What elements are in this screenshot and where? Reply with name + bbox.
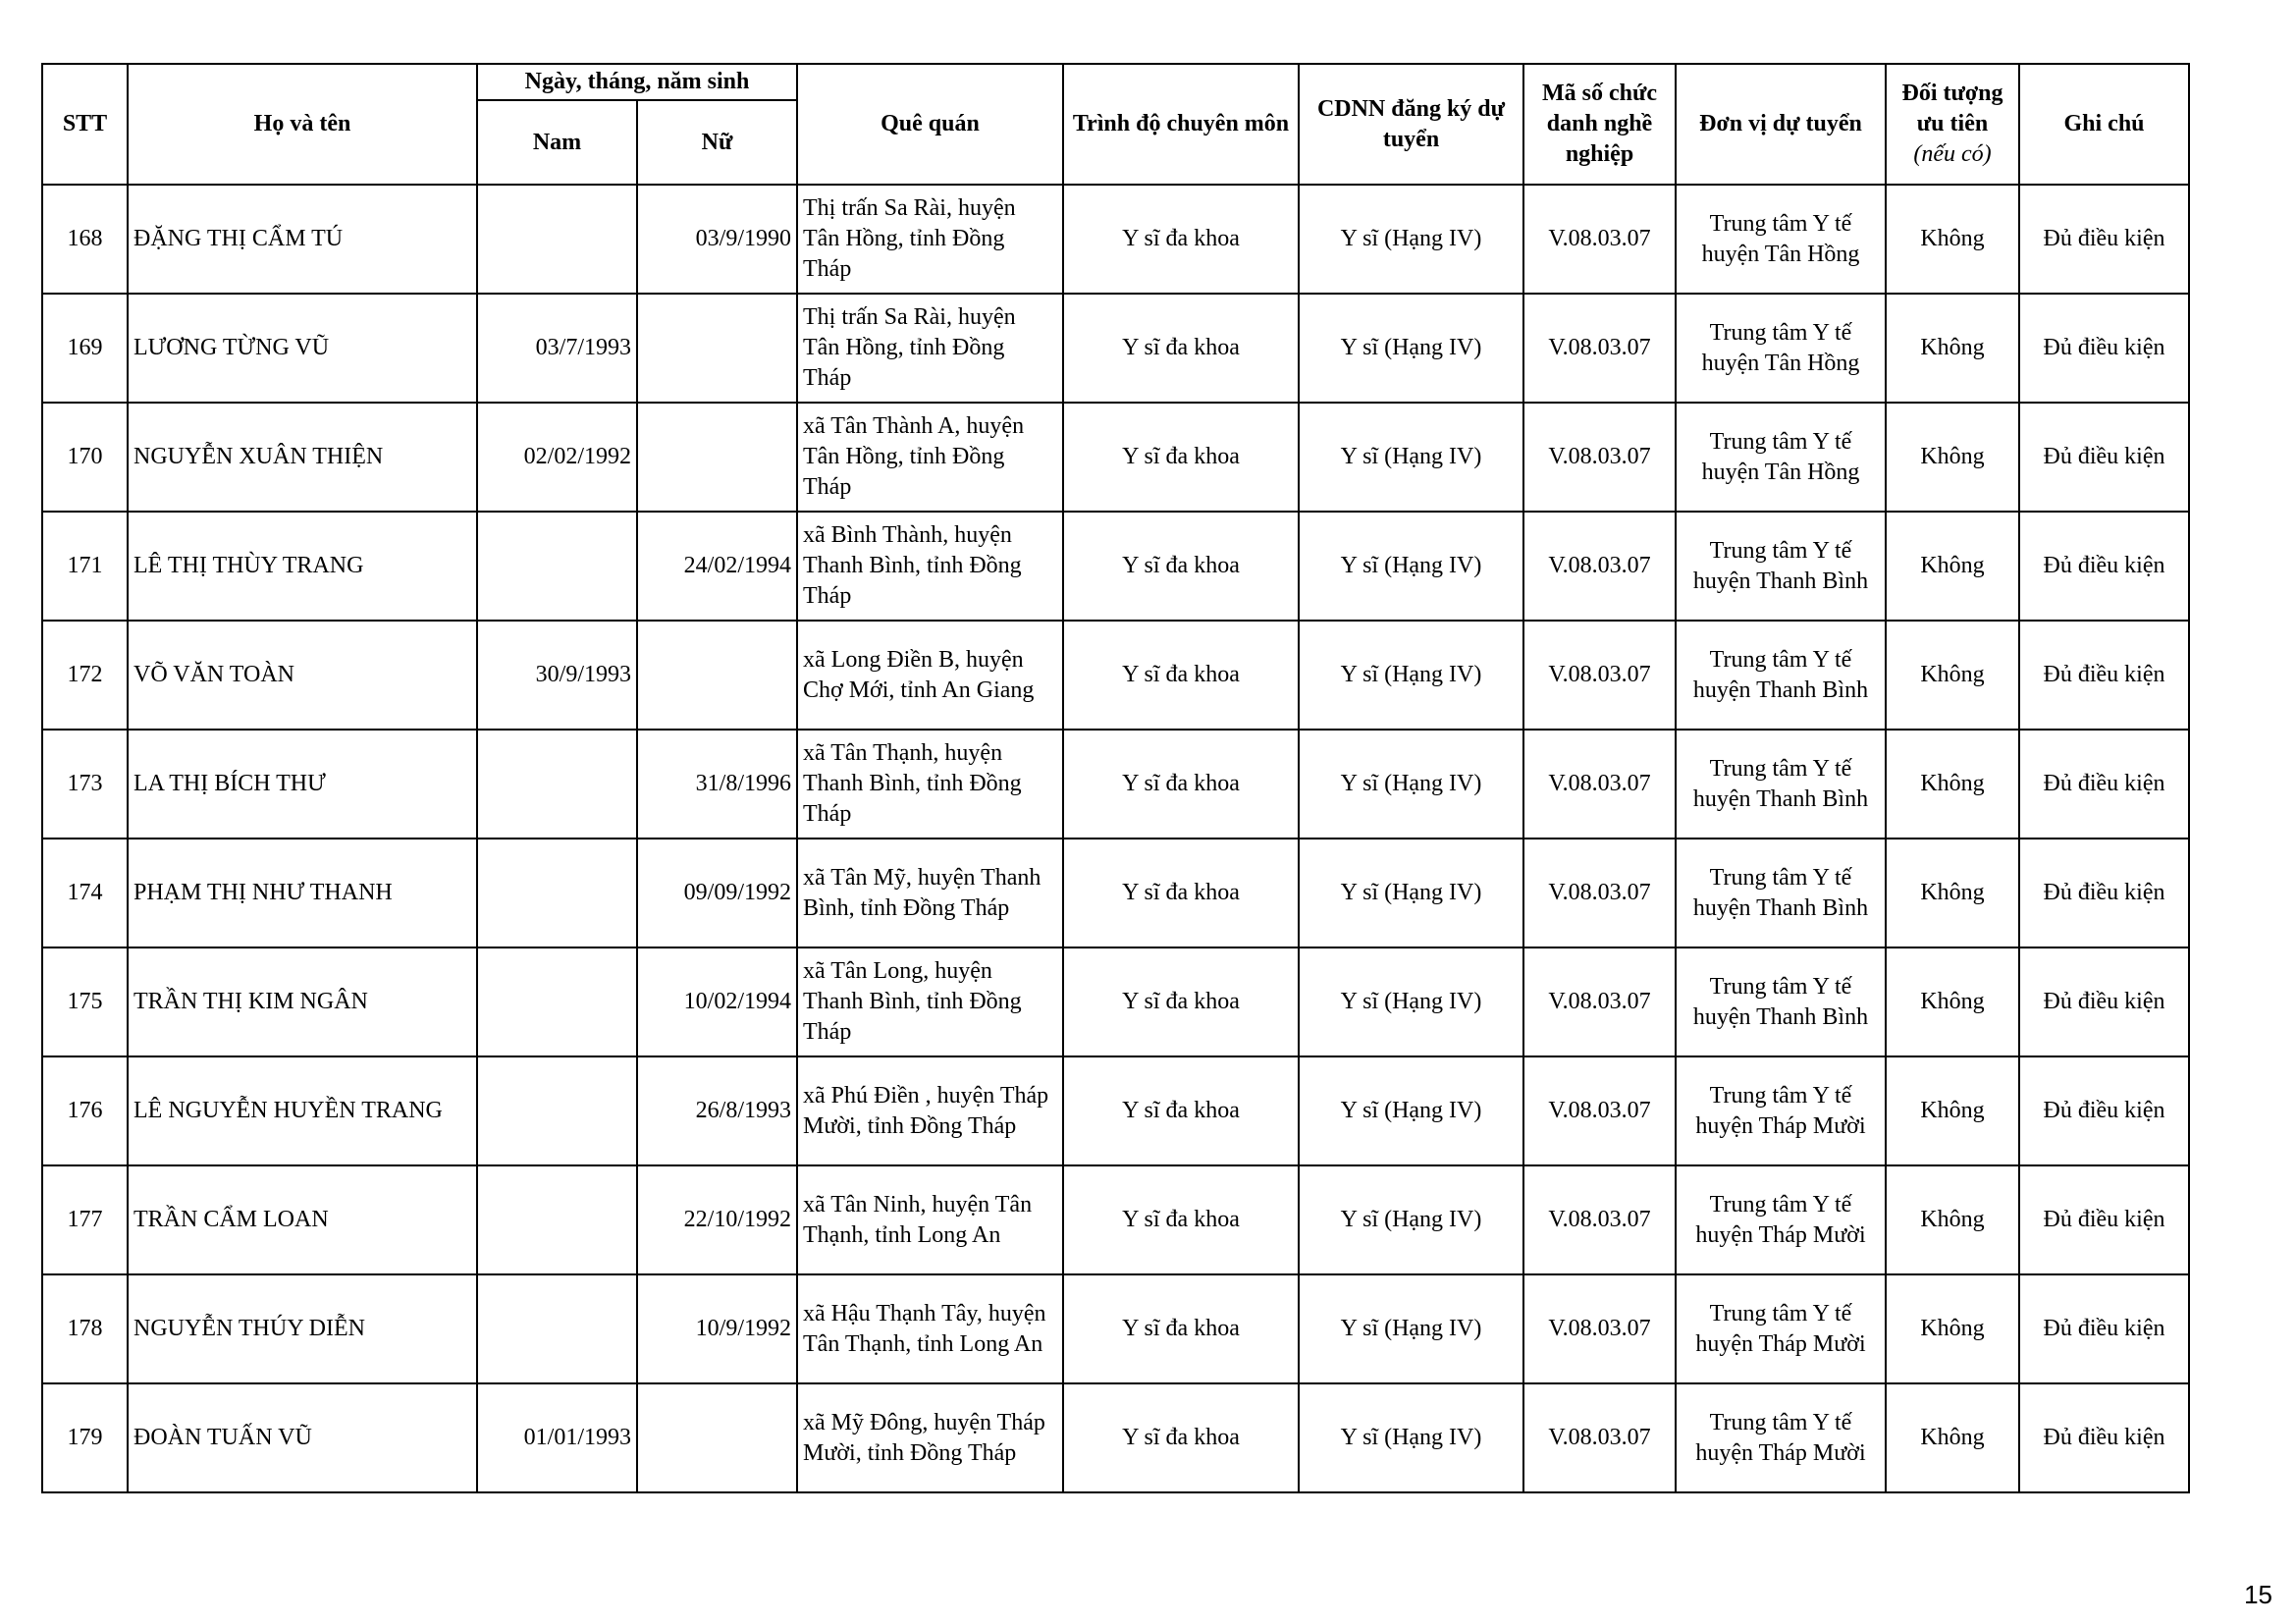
cell-dob-female: 24/02/1994	[637, 512, 797, 621]
cell-dob-male	[477, 839, 637, 947]
header-dob-group: Ngày, tháng, năm sinh	[477, 64, 797, 100]
table-row	[42, 1383, 2189, 1492]
cell-unit: Trung tâm Y tế huyện Tân Hồng	[1676, 185, 1886, 294]
cell-stt: 169	[42, 294, 128, 403]
cell-priority: Không	[1886, 621, 2019, 730]
cell-note: Đủ điều kiện	[2019, 730, 2189, 839]
cell-dob-female: 31/8/1996	[637, 730, 797, 839]
table-body	[42, 185, 2189, 1492]
cell-cdnn: Y sĩ (Hạng IV)	[1299, 1383, 1523, 1492]
header-code: Mã số chức danh nghề nghiệp	[1523, 64, 1676, 185]
cell-name: LÊ THỊ THÙY TRANG	[128, 512, 477, 621]
cell-cdnn: Y sĩ (Hạng IV)	[1299, 1056, 1523, 1165]
cell-code: V.08.03.07	[1523, 1274, 1676, 1383]
cell-name: NGUYỄN XUÂN THIỆN	[128, 403, 477, 512]
cell-note: Đủ điều kiện	[2019, 947, 2189, 1056]
cell-hometown: xã Tân Ninh, huyện Tân Thạnh, tỉnh Long An	[797, 1165, 1063, 1274]
page-number: 15	[2244, 1580, 2272, 1609]
cell-code: V.08.03.07	[1523, 403, 1676, 512]
cell-qualification: Y sĩ đa khoa	[1063, 1165, 1299, 1274]
cell-dob-male	[477, 512, 637, 621]
cell-hometown: xã Hậu Thạnh Tây, huyện Tân Thạnh, tỉnh Long An	[797, 1274, 1063, 1383]
cell-dob-male	[477, 185, 637, 294]
cell-dob-female: 22/10/1992	[637, 1165, 797, 1274]
cell-qualification: Y sĩ đa khoa	[1063, 1383, 1299, 1492]
cell-note: Đủ điều kiện	[2019, 621, 2189, 730]
table-header	[42, 64, 2189, 185]
cell-name: ĐOÀN TUẤN VŨ	[128, 1383, 477, 1492]
header-hometown: Quê quán	[797, 64, 1063, 185]
cell-stt: 174	[42, 839, 128, 947]
cell-stt: 178	[42, 1274, 128, 1383]
header-stt: STT	[42, 64, 128, 185]
header-priority-label: Đối tượng ưu tiên	[1901, 81, 2003, 136]
cell-dob-male	[477, 1165, 637, 1274]
header-priority-note: (nếu có)	[1913, 141, 1992, 167]
cell-priority: Không	[1886, 1056, 2019, 1165]
cell-dob-female	[637, 294, 797, 403]
table-row	[42, 1056, 2189, 1165]
cell-hometown: Thị trấn Sa Rài, huyện Tân Hồng, tỉnh Đồng Tháp	[797, 185, 1063, 294]
cell-cdnn: Y sĩ (Hạng IV)	[1299, 185, 1523, 294]
table-row	[42, 1165, 2189, 1274]
cell-priority: Không	[1886, 839, 2019, 947]
cell-note: Đủ điều kiện	[2019, 1274, 2189, 1383]
header-female: Nữ	[637, 100, 797, 185]
cell-unit: Trung tâm Y tế huyện Thanh Bình	[1676, 512, 1886, 621]
cell-dob-female	[637, 403, 797, 512]
cell-name: TRẦN THỊ KIM NGÂN	[128, 947, 477, 1056]
table-row	[42, 839, 2189, 947]
cell-code: V.08.03.07	[1523, 1165, 1676, 1274]
table-row	[42, 1274, 2189, 1383]
cell-dob-male	[477, 730, 637, 839]
table-row	[42, 403, 2189, 512]
table-row	[42, 185, 2189, 294]
header-qualification: Trình độ chuyên môn	[1063, 64, 1299, 185]
cell-stt: 168	[42, 185, 128, 294]
cell-qualification: Y sĩ đa khoa	[1063, 294, 1299, 403]
cell-cdnn: Y sĩ (Hạng IV)	[1299, 621, 1523, 730]
cell-dob-female: 03/9/1990	[637, 185, 797, 294]
cell-priority: Không	[1886, 730, 2019, 839]
cell-hometown: xã Long Điền B, huyện Chợ Mới, tỉnh An Giang	[797, 621, 1063, 730]
table-row	[42, 621, 2189, 730]
cell-unit: Trung tâm Y tế huyện Thanh Bình	[1676, 621, 1886, 730]
cell-hometown: xã Mỹ Đông, huyện Tháp Mười, tỉnh Đồng Tháp	[797, 1383, 1063, 1492]
header-cdnn: CDNN đăng ký dự tuyển	[1299, 64, 1523, 185]
cell-hometown: xã Tân Long, huyện Thanh Bình, tỉnh Đồng Tháp	[797, 947, 1063, 1056]
cell-priority: Không	[1886, 294, 2019, 403]
table-row	[42, 947, 2189, 1056]
cell-priority: Không	[1886, 512, 2019, 621]
cell-hometown: xã Phú Điền , huyện Tháp Mười, tỉnh Đồng Tháp	[797, 1056, 1063, 1165]
cell-code: V.08.03.07	[1523, 1056, 1676, 1165]
cell-dob-male	[477, 1056, 637, 1165]
header-priority	[1886, 64, 2019, 185]
cell-unit: Trung tâm Y tế huyện Tháp Mười	[1676, 1383, 1886, 1492]
cell-unit: Trung tâm Y tế huyện Thanh Bình	[1676, 947, 1886, 1056]
cell-dob-female: 10/02/1994	[637, 947, 797, 1056]
header-note: Ghi chú	[2019, 64, 2189, 185]
cell-code: V.08.03.07	[1523, 621, 1676, 730]
cell-code: V.08.03.07	[1523, 185, 1676, 294]
cell-unit: Trung tâm Y tế huyện Tháp Mười	[1676, 1165, 1886, 1274]
cell-qualification: Y sĩ đa khoa	[1063, 512, 1299, 621]
cell-cdnn: Y sĩ (Hạng IV)	[1299, 512, 1523, 621]
cell-note: Đủ điều kiện	[2019, 185, 2189, 294]
cell-dob-female: 10/9/1992	[637, 1274, 797, 1383]
cell-dob-female	[637, 1383, 797, 1492]
cell-stt: 177	[42, 1165, 128, 1274]
cell-unit: Trung tâm Y tế huyện Tháp Mười	[1676, 1056, 1886, 1165]
cell-dob-female: 26/8/1993	[637, 1056, 797, 1165]
cell-dob-male	[477, 1274, 637, 1383]
cell-note: Đủ điều kiện	[2019, 294, 2189, 403]
cell-priority: Không	[1886, 185, 2019, 294]
cell-name: VÕ VĂN TOÀN	[128, 621, 477, 730]
cell-name: LA THỊ BÍCH THƯ	[128, 730, 477, 839]
cell-cdnn: Y sĩ (Hạng IV)	[1299, 1274, 1523, 1383]
cell-dob-male: 02/02/1992	[477, 403, 637, 512]
cell-note: Đủ điều kiện	[2019, 403, 2189, 512]
table-row	[42, 512, 2189, 621]
cell-code: V.08.03.07	[1523, 512, 1676, 621]
cell-code: V.08.03.07	[1523, 1383, 1676, 1492]
cell-cdnn: Y sĩ (Hạng IV)	[1299, 730, 1523, 839]
header-male: Nam	[477, 100, 637, 185]
cell-unit: Trung tâm Y tế huyện Tháp Mười	[1676, 1274, 1886, 1383]
cell-code: V.08.03.07	[1523, 947, 1676, 1056]
cell-note: Đủ điều kiện	[2019, 1165, 2189, 1274]
cell-note: Đủ điều kiện	[2019, 512, 2189, 621]
cell-hometown: xã Tân Mỹ, huyện Thanh Bình, tỉnh Đồng Tháp	[797, 839, 1063, 947]
cell-stt: 173	[42, 730, 128, 839]
cell-priority: Không	[1886, 1165, 2019, 1274]
cell-note: Đủ điều kiện	[2019, 839, 2189, 947]
cell-cdnn: Y sĩ (Hạng IV)	[1299, 1165, 1523, 1274]
table-row	[42, 294, 2189, 403]
cell-qualification: Y sĩ đa khoa	[1063, 1056, 1299, 1165]
cell-hometown: Thị trấn Sa Rài, huyện Tân Hồng, tỉnh Đồng Tháp	[797, 294, 1063, 403]
cell-qualification: Y sĩ đa khoa	[1063, 185, 1299, 294]
cell-qualification: Y sĩ đa khoa	[1063, 730, 1299, 839]
cell-hometown: xã Tân Thạnh, huyện Thanh Bình, tỉnh Đồng Tháp	[797, 730, 1063, 839]
table-row	[42, 730, 2189, 839]
cell-qualification: Y sĩ đa khoa	[1063, 1274, 1299, 1383]
cell-hometown: xã Tân Thành A, huyện Tân Hồng, tỉnh Đồng Tháp	[797, 403, 1063, 512]
cell-qualification: Y sĩ đa khoa	[1063, 403, 1299, 512]
cell-dob-male: 01/01/1993	[477, 1383, 637, 1492]
cell-name: PHẠM THỊ NHƯ THANH	[128, 839, 477, 947]
cell-priority: Không	[1886, 1383, 2019, 1492]
cell-dob-male: 30/9/1993	[477, 621, 637, 730]
header-name: Họ và tên	[128, 64, 477, 185]
cell-hometown: xã Bình Thành, huyện Thanh Bình, tỉnh Đồng Tháp	[797, 512, 1063, 621]
cell-unit: Trung tâm Y tế huyện Thanh Bình	[1676, 730, 1886, 839]
cell-priority: Không	[1886, 403, 2019, 512]
cell-dob-female	[637, 621, 797, 730]
cell-cdnn: Y sĩ (Hạng IV)	[1299, 839, 1523, 947]
cell-stt: 171	[42, 512, 128, 621]
header-unit: Đơn vị dự tuyển	[1676, 64, 1886, 185]
cell-cdnn: Y sĩ (Hạng IV)	[1299, 294, 1523, 403]
candidate-table	[41, 63, 2190, 1493]
cell-dob-male: 03/7/1993	[477, 294, 637, 403]
cell-code: V.08.03.07	[1523, 294, 1676, 403]
cell-code: V.08.03.07	[1523, 730, 1676, 839]
cell-cdnn: Y sĩ (Hạng IV)	[1299, 403, 1523, 512]
cell-qualification: Y sĩ đa khoa	[1063, 621, 1299, 730]
cell-name: LÊ NGUYỄN HUYỀN TRANG	[128, 1056, 477, 1165]
cell-qualification: Y sĩ đa khoa	[1063, 947, 1299, 1056]
cell-code: V.08.03.07	[1523, 839, 1676, 947]
cell-priority: Không	[1886, 947, 2019, 1056]
cell-priority: Không	[1886, 1274, 2019, 1383]
cell-stt: 172	[42, 621, 128, 730]
cell-note: Đủ điều kiện	[2019, 1383, 2189, 1492]
cell-unit: Trung tâm Y tế huyện Tân Hồng	[1676, 403, 1886, 512]
cell-name: ĐẶNG THỊ CẨM TÚ	[128, 185, 477, 294]
cell-name: NGUYỄN THÚY DIỄN	[128, 1274, 477, 1383]
cell-stt: 176	[42, 1056, 128, 1165]
cell-qualification: Y sĩ đa khoa	[1063, 839, 1299, 947]
cell-stt: 175	[42, 947, 128, 1056]
cell-dob-female: 09/09/1992	[637, 839, 797, 947]
cell-name: TRẦN CẨM LOAN	[128, 1165, 477, 1274]
cell-stt: 170	[42, 403, 128, 512]
cell-unit: Trung tâm Y tế huyện Thanh Bình	[1676, 839, 1886, 947]
cell-note: Đủ điều kiện	[2019, 1056, 2189, 1165]
cell-unit: Trung tâm Y tế huyện Tân Hồng	[1676, 294, 1886, 403]
cell-dob-male	[477, 947, 637, 1056]
cell-name: LƯƠNG TỪNG VŨ	[128, 294, 477, 403]
cell-cdnn: Y sĩ (Hạng IV)	[1299, 947, 1523, 1056]
cell-stt: 179	[42, 1383, 128, 1492]
